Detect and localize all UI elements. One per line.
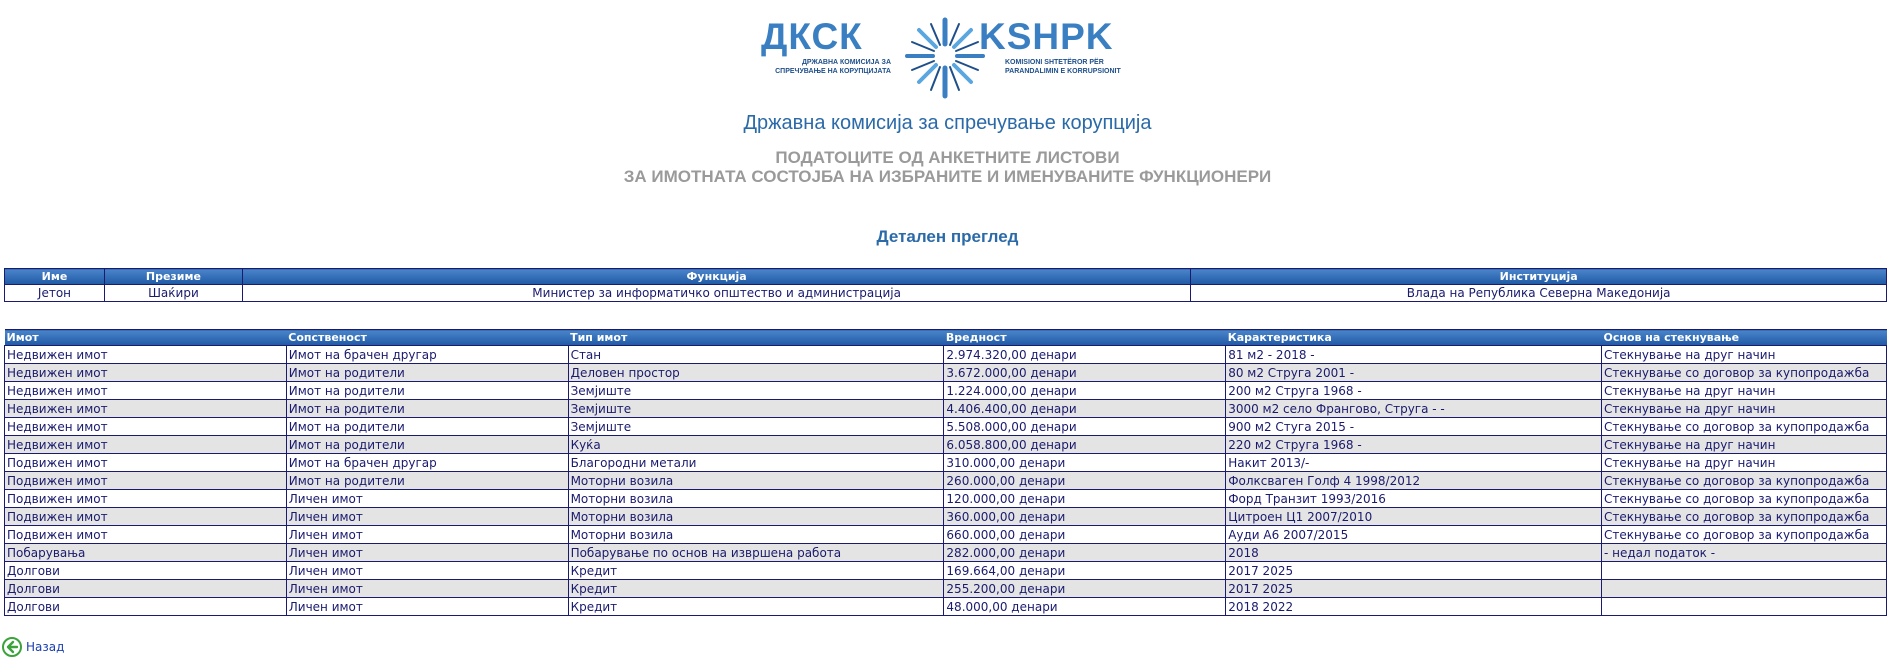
subtitle-line1: ПОДАТОЦИТЕ ОД АНКЕТНИТЕ ЛИСТОВИ <box>775 148 1120 167</box>
cell-ownership: Имот на родители <box>286 382 568 400</box>
cell-value: 3.672.000,00 денари <box>944 364 1226 382</box>
cell-characteristic: 900 м2 Стуга 2015 - <box>1226 418 1602 436</box>
cell-value: 360.000,00 денари <box>944 508 1226 526</box>
cell-acquisition: Стекнување на друг начин <box>1601 400 1886 418</box>
cell-asset: Долгови <box>5 580 287 598</box>
cell-value: 660.000,00 денари <box>944 526 1226 544</box>
cell-type: Земјиште <box>568 418 944 436</box>
back-link[interactable] <box>2 637 64 657</box>
cell-asset: Недвижен имот <box>5 418 287 436</box>
cell-value: 1.224.000,00 денари <box>944 382 1226 400</box>
cell-acquisition: Стекнување со договор за купопродажба <box>1601 418 1886 436</box>
header-last-name: Презиме <box>104 269 242 285</box>
header-acquisition: Основ на стекнување <box>1601 330 1886 346</box>
table-row <box>5 526 1887 544</box>
cell-characteristic: 2017 2025 <box>1226 580 1602 598</box>
table-row <box>5 508 1887 526</box>
cell-characteristic: 220 м2 Струга 1968 - <box>1226 436 1602 454</box>
official-data-row <box>5 285 1887 302</box>
cell-type: Побарување по основ на извршена работа <box>568 544 944 562</box>
table-row <box>5 472 1887 490</box>
cell-ownership: Личен имот <box>286 580 568 598</box>
cell-type: Кредит <box>568 562 944 580</box>
header-characteristic: Карактеристика <box>1226 330 1602 346</box>
cell-value: 2.974.320,00 денари <box>944 346 1226 364</box>
table-row <box>5 580 1887 598</box>
cell-ownership: Имот на родители <box>286 400 568 418</box>
official-first-name: Јетон <box>5 285 105 302</box>
table-row <box>5 346 1887 364</box>
cell-characteristic: Ауди А6 2007/2015 <box>1226 526 1602 544</box>
cell-asset: Подвижен имот <box>5 526 287 544</box>
cell-asset: Подвижен имот <box>5 490 287 508</box>
header-first-name: Име <box>5 269 105 285</box>
table-row <box>5 562 1887 580</box>
cell-characteristic: Форд Транзит 1993/2016 <box>1226 490 1602 508</box>
cell-value: 260.000,00 денари <box>944 472 1226 490</box>
cell-characteristic: Цитроен Ц1 2007/2010 <box>1226 508 1602 526</box>
cell-value: 120.000,00 денари <box>944 490 1226 508</box>
cell-acquisition <box>1601 562 1886 580</box>
cell-ownership: Имот на родители <box>286 472 568 490</box>
cell-acquisition <box>1601 598 1886 616</box>
cell-type: Моторни возила <box>568 472 944 490</box>
cell-acquisition: Стекнување со договор за купопродажба <box>1601 364 1886 382</box>
table-row <box>5 364 1887 382</box>
cell-asset: Недвижен имот <box>5 382 287 400</box>
cell-type: Деловен простор <box>568 364 944 382</box>
official-function: Министер за информатичко општество и администрација <box>242 285 1190 302</box>
cell-value: 255.200,00 денари <box>944 580 1226 598</box>
cell-asset: Недвижен имот <box>5 346 287 364</box>
cell-characteristic: Фолксваген Голф 4 1998/2012 <box>1226 472 1602 490</box>
cell-type: Моторни возила <box>568 490 944 508</box>
cell-type: Земјиште <box>568 400 944 418</box>
sunburst-icon <box>903 10 987 105</box>
subtitle-line2: ЗА ИМОТНАТА СОСТОЈБА НА ИЗБРАНИТЕ И ИМЕНУВАНИТЕ ФУНКЦИОНЕРИ <box>623 167 1272 186</box>
agency-name: Државна комисија за спречување корупција <box>743 112 1152 134</box>
table-row <box>5 436 1887 454</box>
table-row <box>5 418 1887 436</box>
table-row <box>5 382 1887 400</box>
cell-ownership: Имот на родители <box>286 436 568 454</box>
cell-value: 282.000,00 денари <box>944 544 1226 562</box>
cell-type: Куќа <box>568 436 944 454</box>
logo-acronym-left: ДКСК <box>761 16 863 57</box>
table-row <box>5 544 1887 562</box>
logo-text-left-line2: СПРЕЧУВАЊЕ НА КОРУПЦИЈАТА <box>775 68 891 75</box>
header-value: Вредност <box>944 330 1226 346</box>
cell-asset: Подвижен имот <box>5 472 287 490</box>
official-header-row <box>5 269 1887 285</box>
logo-text-left-line1: ДРЖАВНА КОМИСИЈА ЗА <box>801 59 891 66</box>
detail-title: Детален преглед <box>876 227 1019 246</box>
cell-characteristic: 2018 2022 <box>1226 598 1602 616</box>
assets-body <box>5 346 1887 616</box>
cell-ownership: Личен имот <box>286 526 568 544</box>
cell-acquisition: Стекнување на друг начин <box>1601 382 1886 400</box>
cell-type: Кредит <box>568 598 944 616</box>
cell-type: Земјиште <box>568 382 944 400</box>
cell-asset: Подвижен имот <box>5 508 287 526</box>
cell-ownership: Имот на родители <box>286 418 568 436</box>
logo-acronym-right: KSHPK <box>979 16 1114 57</box>
table-row <box>5 400 1887 418</box>
cell-characteristic: 2017 2025 <box>1226 562 1602 580</box>
agency-logo <box>759 10 1131 105</box>
cell-asset: Недвижен имот <box>5 436 287 454</box>
cell-acquisition: Стекнување со договор за купопродажба <box>1601 490 1886 508</box>
cell-ownership: Личен имот <box>286 598 568 616</box>
back-link-label[interactable]: Назад <box>26 640 65 654</box>
official-institution: Влада на Република Северна Македонија <box>1191 285 1887 302</box>
cell-characteristic: 80 м2 Струга 2001 - <box>1226 364 1602 382</box>
cell-value: 48.000,00 денари <box>944 598 1226 616</box>
cell-ownership: Имот на брачен другар <box>286 454 568 472</box>
cell-ownership: Личен имот <box>286 544 568 562</box>
header-ownership: Сопственост <box>286 330 568 346</box>
cell-characteristic: Накит 2013/- <box>1226 454 1602 472</box>
cell-type: Моторни возила <box>568 508 944 526</box>
cell-acquisition <box>1601 580 1886 598</box>
cell-characteristic: 81 м2 - 2018 - <box>1226 346 1602 364</box>
table-row <box>5 490 1887 508</box>
cell-asset: Побарувања <box>5 544 287 562</box>
table-row <box>5 454 1887 472</box>
logo-text-right-line1: KOMISIONI SHTETËROR PËR <box>1005 59 1104 66</box>
cell-characteristic: 200 м2 Струга 1968 - <box>1226 382 1602 400</box>
cell-characteristic: 2018 <box>1226 544 1602 562</box>
assets-header-row <box>5 330 1887 346</box>
official-last-name: Шаќири <box>104 285 242 302</box>
header-asset: Имот <box>5 330 287 346</box>
cell-asset: Подвижен имот <box>5 454 287 472</box>
header-institution: Институција <box>1191 269 1887 285</box>
cell-ownership: Имот на брачен другар <box>286 346 568 364</box>
cell-characteristic: 3000 м2 село Франгово, Струга - - <box>1226 400 1602 418</box>
cell-value: 4.406.400,00 денари <box>944 400 1226 418</box>
header-type: Тип имот <box>568 330 944 346</box>
cell-ownership: Личен имот <box>286 562 568 580</box>
cell-asset: Долгови <box>5 598 287 616</box>
cell-type: Кредит <box>568 580 944 598</box>
page-subtitle <box>0 148 1895 186</box>
cell-value: 5.508.000,00 денари <box>944 418 1226 436</box>
cell-acquisition: Стекнување со договор за купопродажба <box>1601 508 1886 526</box>
table-row <box>5 598 1887 616</box>
logo-text-right-line2: PARANDALIMIN E KORRUPSIONIT <box>1005 68 1121 75</box>
logo-text-left <box>761 58 891 76</box>
back-arrow-icon <box>2 637 22 657</box>
cell-value: 169.664,00 денари <box>944 562 1226 580</box>
cell-asset: Недвижен имот <box>5 400 287 418</box>
cell-ownership: Личен имот <box>286 490 568 508</box>
cell-type: Благородни метали <box>568 454 944 472</box>
cell-acquisition: Стекнување на друг начин <box>1601 346 1886 364</box>
cell-acquisition: Стекнување на друг начин <box>1601 454 1886 472</box>
cell-ownership: Имот на родители <box>286 364 568 382</box>
cell-acquisition: Стекнување со договор за купопродажба <box>1601 526 1886 544</box>
official-info-table <box>4 268 1887 302</box>
cell-asset: Недвижен имот <box>5 364 287 382</box>
cell-value: 310.000,00 денари <box>944 454 1226 472</box>
header-function: Функција <box>242 269 1190 285</box>
assets-table <box>4 329 1887 616</box>
cell-acquisition: - недал податок - <box>1601 544 1886 562</box>
cell-value: 6.058.800,00 денари <box>944 436 1226 454</box>
cell-asset: Долгови <box>5 562 287 580</box>
cell-type: Моторни возила <box>568 526 944 544</box>
cell-ownership: Личен имот <box>286 508 568 526</box>
cell-type: Стан <box>568 346 944 364</box>
cell-acquisition: Стекнување со договор за купопродажба <box>1601 472 1886 490</box>
cell-acquisition: Стекнување на друг начин <box>1601 436 1886 454</box>
logo-text-right <box>1005 58 1121 76</box>
